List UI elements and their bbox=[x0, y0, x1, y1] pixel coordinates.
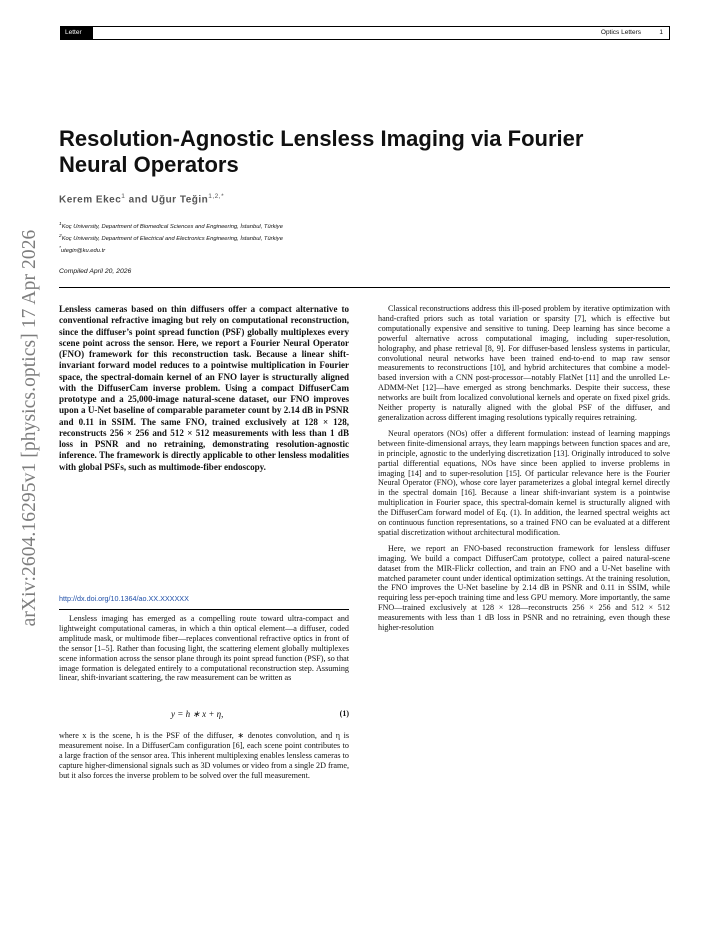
author-name: Uğur Teğin bbox=[151, 194, 209, 206]
arxiv-stamp bbox=[14, 218, 46, 638]
body-paragraph: Here, we report an FNO-based reconstruction framework for lensless diffuser imaging. We build a compact DiffuserCam prototype, collect a paired natural-scene dataset from the MIR-Flickr collection, and train an FNO and a U-Net baseline with matched parameter count under identical optimization settings. At the training resolution, the FNO improves the U-Net baseline by 2.14 dB in PSNR and 0.11 in SSIM, while requiring less per-epoch training time and less GPU memory. More importantly, the same FNO—trained exclusively at 128 × 128—reconstructs 256 × 256 and 512 × 512 measurements with less than 1 dB loss in PSNR and no retraining, even though these higher-resolution bbox=[378, 543, 670, 633]
affiliation-line bbox=[59, 220, 619, 232]
author-affiliation-mark: 1,2,* bbox=[208, 193, 225, 200]
corresponding-email-line bbox=[59, 244, 619, 256]
abstract-divider bbox=[59, 609, 349, 610]
corresponding-email: utegin@ku.edu.tr bbox=[60, 247, 106, 254]
arxiv-identifier: arXiv:2604.16295v1 [physics.optics] 17 Apr 2026 bbox=[19, 229, 40, 627]
paper-title: Resolution-Agnostic Lensless Imaging via Fourier Neural Operators bbox=[59, 126, 584, 177]
equation-number: (1) bbox=[339, 709, 349, 718]
compiled-date: Compiled April 20, 2026 bbox=[59, 268, 132, 275]
body-paragraph: Neural operators (NOs) offer a different formulation: instead of learning mappings between finite-dimensional arrays, they learn mappings between function spaces and are, in principle, agnostic to the underlying discretization [13]. Originally introduced to solve partial differential equations, NOs have since been applied to inverse problems in imaging [14] and to super-resolution [15]. Of particular relevance here is the Fourier Neural Operator (FNO), whose core layer parameterizes a global integral kernel directly in the spectral domain [16]. Because a linear shift-invariant system is a pointwise multiplication in Fourier space, this spectral-domain kernel is structurally aligned with the DiffuserCam forward model of Eq. (1). In addition, the learned spectral weights act on continuous function representations, so a trained FNO can be evaluated at a different spatial discretization without architectural modification. bbox=[378, 428, 670, 537]
abstract: Lensless cameras based on thin diffusers offer a compact alternative to conventional refractive imaging but rely on computational reconstruction, since the diffuser’s point spread function (PSF) globally multiplexes every scene point across the sensor. Here, we report a Fourier Neural Operator (FNO) framework for this reconstruction task. Because a linear shift-invariant forward model reduces to a pointwise multiplication in Fourier space, the spectral-domain kernel of an FNO layer is structurally aligned with the DiffuserCam inverse problem. Using a compact DiffuserCam prototype and a 25,000-image natural-scene dataset, our FNO improves upon a U-Net baseline of comparable parameter count by 2.14 dB in PSNR and 0.11 in SSIM. The same FNO, trained exclusively at 128 × 128, reconstructs 256 × 256 and 512 × 512 measurements with less than 1 dB loss in PSNR and no retraining, demonstrating resolution-agnostic inference. The framework is directly applicable to other lensless modalities with global PSFs, such as multimode-fiber endoscopy. bbox=[59, 304, 349, 472]
equation-expression: y = h ∗ x + η, bbox=[171, 709, 224, 719]
author-affiliation-mark: 1 bbox=[121, 193, 126, 200]
page-number: 1 bbox=[659, 29, 663, 36]
running-header bbox=[60, 26, 670, 40]
affiliation-text: Koç University, Department of Electrical and Electronics Engineering, İstanbul, Türkiye bbox=[61, 235, 283, 242]
header-divider bbox=[59, 287, 670, 288]
affiliations bbox=[59, 220, 619, 256]
affiliation-line bbox=[59, 232, 619, 244]
right-column bbox=[378, 304, 670, 639]
journal-name: Optics Letters bbox=[600, 29, 641, 36]
author-name: Kerem Ekec bbox=[59, 194, 122, 206]
affiliation-text: Koç University, Department of Biomedical Sciences and Engineering, İstanbul, Türkiye bbox=[61, 223, 283, 230]
article-type-tag: Letter bbox=[61, 27, 93, 39]
equation-1 bbox=[59, 709, 349, 723]
intro-paragraph: Lensless imaging has emerged as a compelling route toward ultra-compact and lightweight computational cameras, in which a thin optical element—a diffuser, coded amplitude mask, or multimode fiber—replaces conventional refractive optics in front of the sensor [1–5]. Rather than focusing light, the scattering element globally multiplexes scene information across the sensor plane through its point spread function (PSF), so that image formation is delegated entirely to a computational reconstruction step. Assuming linear, shift-invariant scattering, the raw measurement can be written as bbox=[59, 614, 349, 683]
doi-link[interactable]: http://dx.doi.org/10.1364/ao.XX.XXXXXX bbox=[59, 594, 189, 603]
affiliation-mark: * bbox=[59, 245, 61, 251]
author-joiner: and bbox=[125, 194, 152, 206]
author-list bbox=[59, 193, 619, 205]
body-paragraph: Classical reconstructions address this ill-posed problem by iterative optimization with hand-crafted priors such as total variation or sparsity [7], which is effective but computationally expensive and sensitive to tuning. Deep learning has since become a powerful alternative across computational imaging, including super-resolution, holography, and phase retrieval [8, 9]. For diffuser-based lensless systems in particular, convolutional neural networks have been trained end-to-end to map raw sensor measurements to reconstructions [10], and hybrid architectures that combine a model-based inversion with a CNN post-processor—notably FlatNet [11] and the unrolled Le-ADMM-Net [12]—have emerged as strong benchmarks. Despite their success, these networks are built from localized convolutional kernels and operate on fixed pixel grids. Neither property is naturally aligned with the global PSF of the diffuser, and generalization across different imaging resolutions typically requires retraining. bbox=[378, 304, 670, 422]
affiliation-mark: 1 bbox=[59, 222, 62, 227]
affiliation-mark: 2 bbox=[59, 233, 62, 239]
body-paragraph: where x is the scene, h is the PSF of the diffuser, ∗ denotes convolution, and η is measurement noise. In a DiffuserCam configuration [6], each scene point contributes to a large fraction of the sensor area. This inherent multiplexing enables lensless cameras to capture higher-dimensional signals such as 3D volumes or video from a single 2D frame, but it also forces the inverse problem to be solved over the full measurement. bbox=[59, 731, 349, 780]
